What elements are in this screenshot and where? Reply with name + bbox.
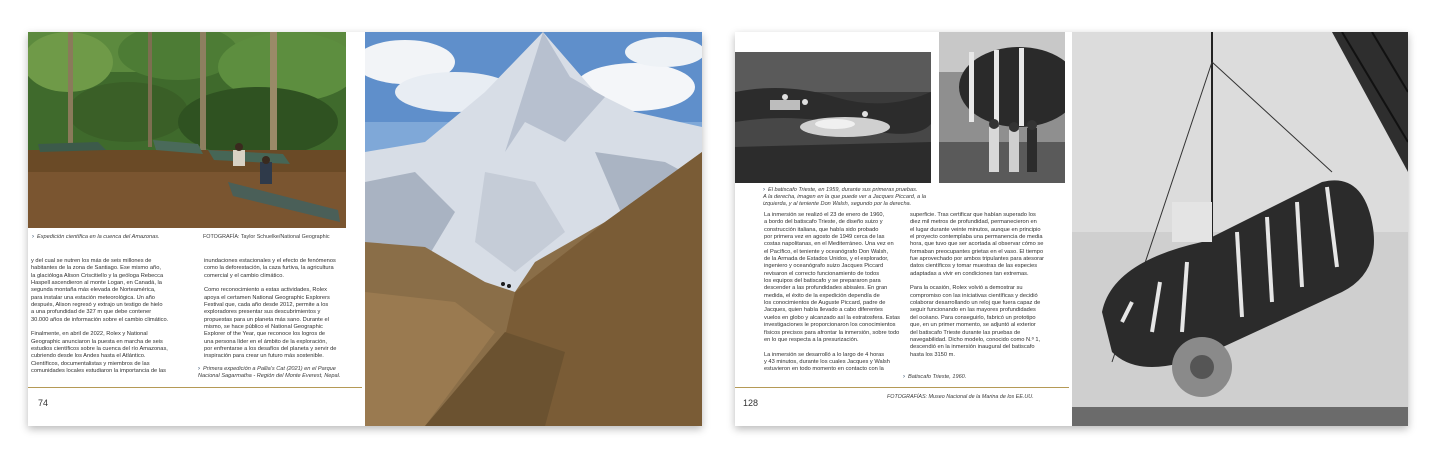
body-column-1: y del cual se nutren los más de seis millones de habitantes de la zona de Santiago. Ese mismo año, la glacióloga Alison Criscitiello y la geóloga Rebecca Haspell ascendieron al monte Logan, en Canadá, la segunda montaña más elevada de Norteamérica, para instalar una estación meteorológica. Un año después, Alison regresó y extrajo un testigo de hielo a una profundidad de 327 m que debe contener 30.000 años de información sobre el cambio climático. Finalmente, en abril de 2022, Rolex y National Geographic anunciaron la puesta en marcha de seis estudios científicos sobre la cuenca del río Amazonas, cubriendo desde los Andes hasta el Atlántico. Científicos, documentalistas y miembros de las comunidades locales estudiaron la importancia de las	[31, 258, 169, 375]
trieste-top-caption-text: El batiscafo Trieste, en 1959, durante sus primeras pruebas. A la derecha, imagen en la que puede ver a Jacques Piccard, a la izquierda, y al teniente Don Walsh, segundo por la derecha.	[763, 187, 927, 207]
magazine-spread-left	[28, 32, 702, 426]
trieste-crew-photo	[939, 32, 1065, 183]
body-column-1: La inmersión se realizó el 23 de enero de 1960, a bordo del batiscafo Trieste, de diseño suizo y construcción italiana, que había sido probado por primera vez en agosto de 1949 cerca de las costas napolitanas, en el Mediterráneo. Una vez en el Pacífico, el teniente y oceanógrafo Don Walsh, de la Armada de Estados Unidos, y el explorador, ingeniero y oceanógrafo suizo Jacques Piccard revisaron el correcto funcionamiento de todos los equipos del batiscafo y se prepararon para descender a las profundidades abisales. En gran medida, el éxito de la expedición dependía de los conocimientos de Auguste Piccard, padre de Jacques, quien había llevado a cabo diferentes vuelos en globo y alcanzado así la estratosfera. Estas investigaciones le proporcionaron los conocimientos físicos precisos para afrontar la inmersión, sobre todo en lo que respecta a la presurización. La inmersión se desarrolló a lo largo de 4 horas y 43 minutos, durante los cuales Jacques y Walsh estuvieron en todo momento en contacto con la	[764, 212, 900, 373]
himalaya-mountain-photo	[365, 32, 702, 426]
amazon-expedition-photo	[28, 32, 346, 228]
trieste-photo-credit: FOTOGRAFÍAS: Museo Nacional de la Marina de los EE.UU.	[887, 394, 1034, 400]
amazon-caption: › Expedición científica en la cuenca del Amazonas.	[32, 234, 160, 240]
trieste-bathyscaphe-photo	[1072, 32, 1408, 426]
page-number: 74	[38, 398, 49, 408]
body-column-2: superficie. Tras certificar que habían superado los diez mil metros de profundidad, permanecieron en el lugar durante veinte minutos, aunque en principio el proyecto contemplaba una permanencia de media hora, que tuvo que ser acortada al observar cómo se formaban preocupantes grietas en el vaso. El tiempo fue aprovechado por ambos tripulantes para atesorar datos científicos y tomar muestras de las especies adaptadas a vivir en condiciones tan extremas. Para la ocasión, Rolex volvió a demostrar su compromiso con las iniciativas científicas y decidió colaborar desarrollando un reloj que fuera capaz de seguir funcionando en las mayores profundidades del océano. Para conseguirlo, fabricó un prototipo que, en un primer momento, se adjuntó al exterior del batiscafo Trieste durante las pruebas de navegabilidad. Dicho modelo, conocido como N.º 1, descendió en la inmersión inaugural del batiscafo hasta los 3150 m.	[910, 212, 1045, 358]
page-number: 128	[743, 398, 759, 408]
body-column-2: inundaciones estacionales y el efecto de fenómenos como la deforestación, la caza furtiva, la agricultura comercial y el cambio climático. Como reconocimiento a estas actividades, Rolex apoya el certamen National Geographic Explorers Festival que, cada año desde 2012, permite a los exploradores presentar sus descubrimientos y propuestas para un planeta más sano. Durante el mismo, se hace público el National Geographic Explorer of the Year, que reconoce los logros de una persona líder en el ámbito de la exploración, por enfrentarse a los desafíos del planeta y servir de inspiración para crear un futuro más sostenible.	[204, 258, 337, 360]
footer-rule	[735, 387, 1069, 388]
trieste-top-caption: › El batiscafo Trieste, en 1959, durante sus primeras pruebas. A la derecha, imagen en la que puede ver a Jacques Piccard, a la izquierda, y al teniente Don Walsh, segundo por la derecha.	[763, 187, 927, 207]
footer-rule	[28, 387, 362, 388]
trieste-bottom-caption: › Batiscafo Trieste, 1960.	[903, 374, 967, 380]
mountain-caption-text: Primera expedición a Pallia's Cat (2021) en el Parque Nacional Sagarmatha - Región del Monte Everest, Nepal.	[198, 366, 341, 379]
trieste-at-sea-photo	[735, 52, 931, 183]
magazine-spread-right	[735, 32, 1408, 426]
amazon-caption-text: Expedición científica en la cuenca del Amazonas.	[37, 234, 160, 240]
mountain-caption: › Primera expedición a Pallia's Cat (2021) en el Parque Nacional Sagarmatha - Región del Monte Everest, Nepal.	[198, 366, 341, 379]
amazon-photo-credit: FOTOGRAFÍA: Taylor Schuelke/National Geographic	[203, 234, 330, 240]
trieste-bottom-caption-text: Batiscafo Trieste, 1960.	[908, 374, 967, 380]
